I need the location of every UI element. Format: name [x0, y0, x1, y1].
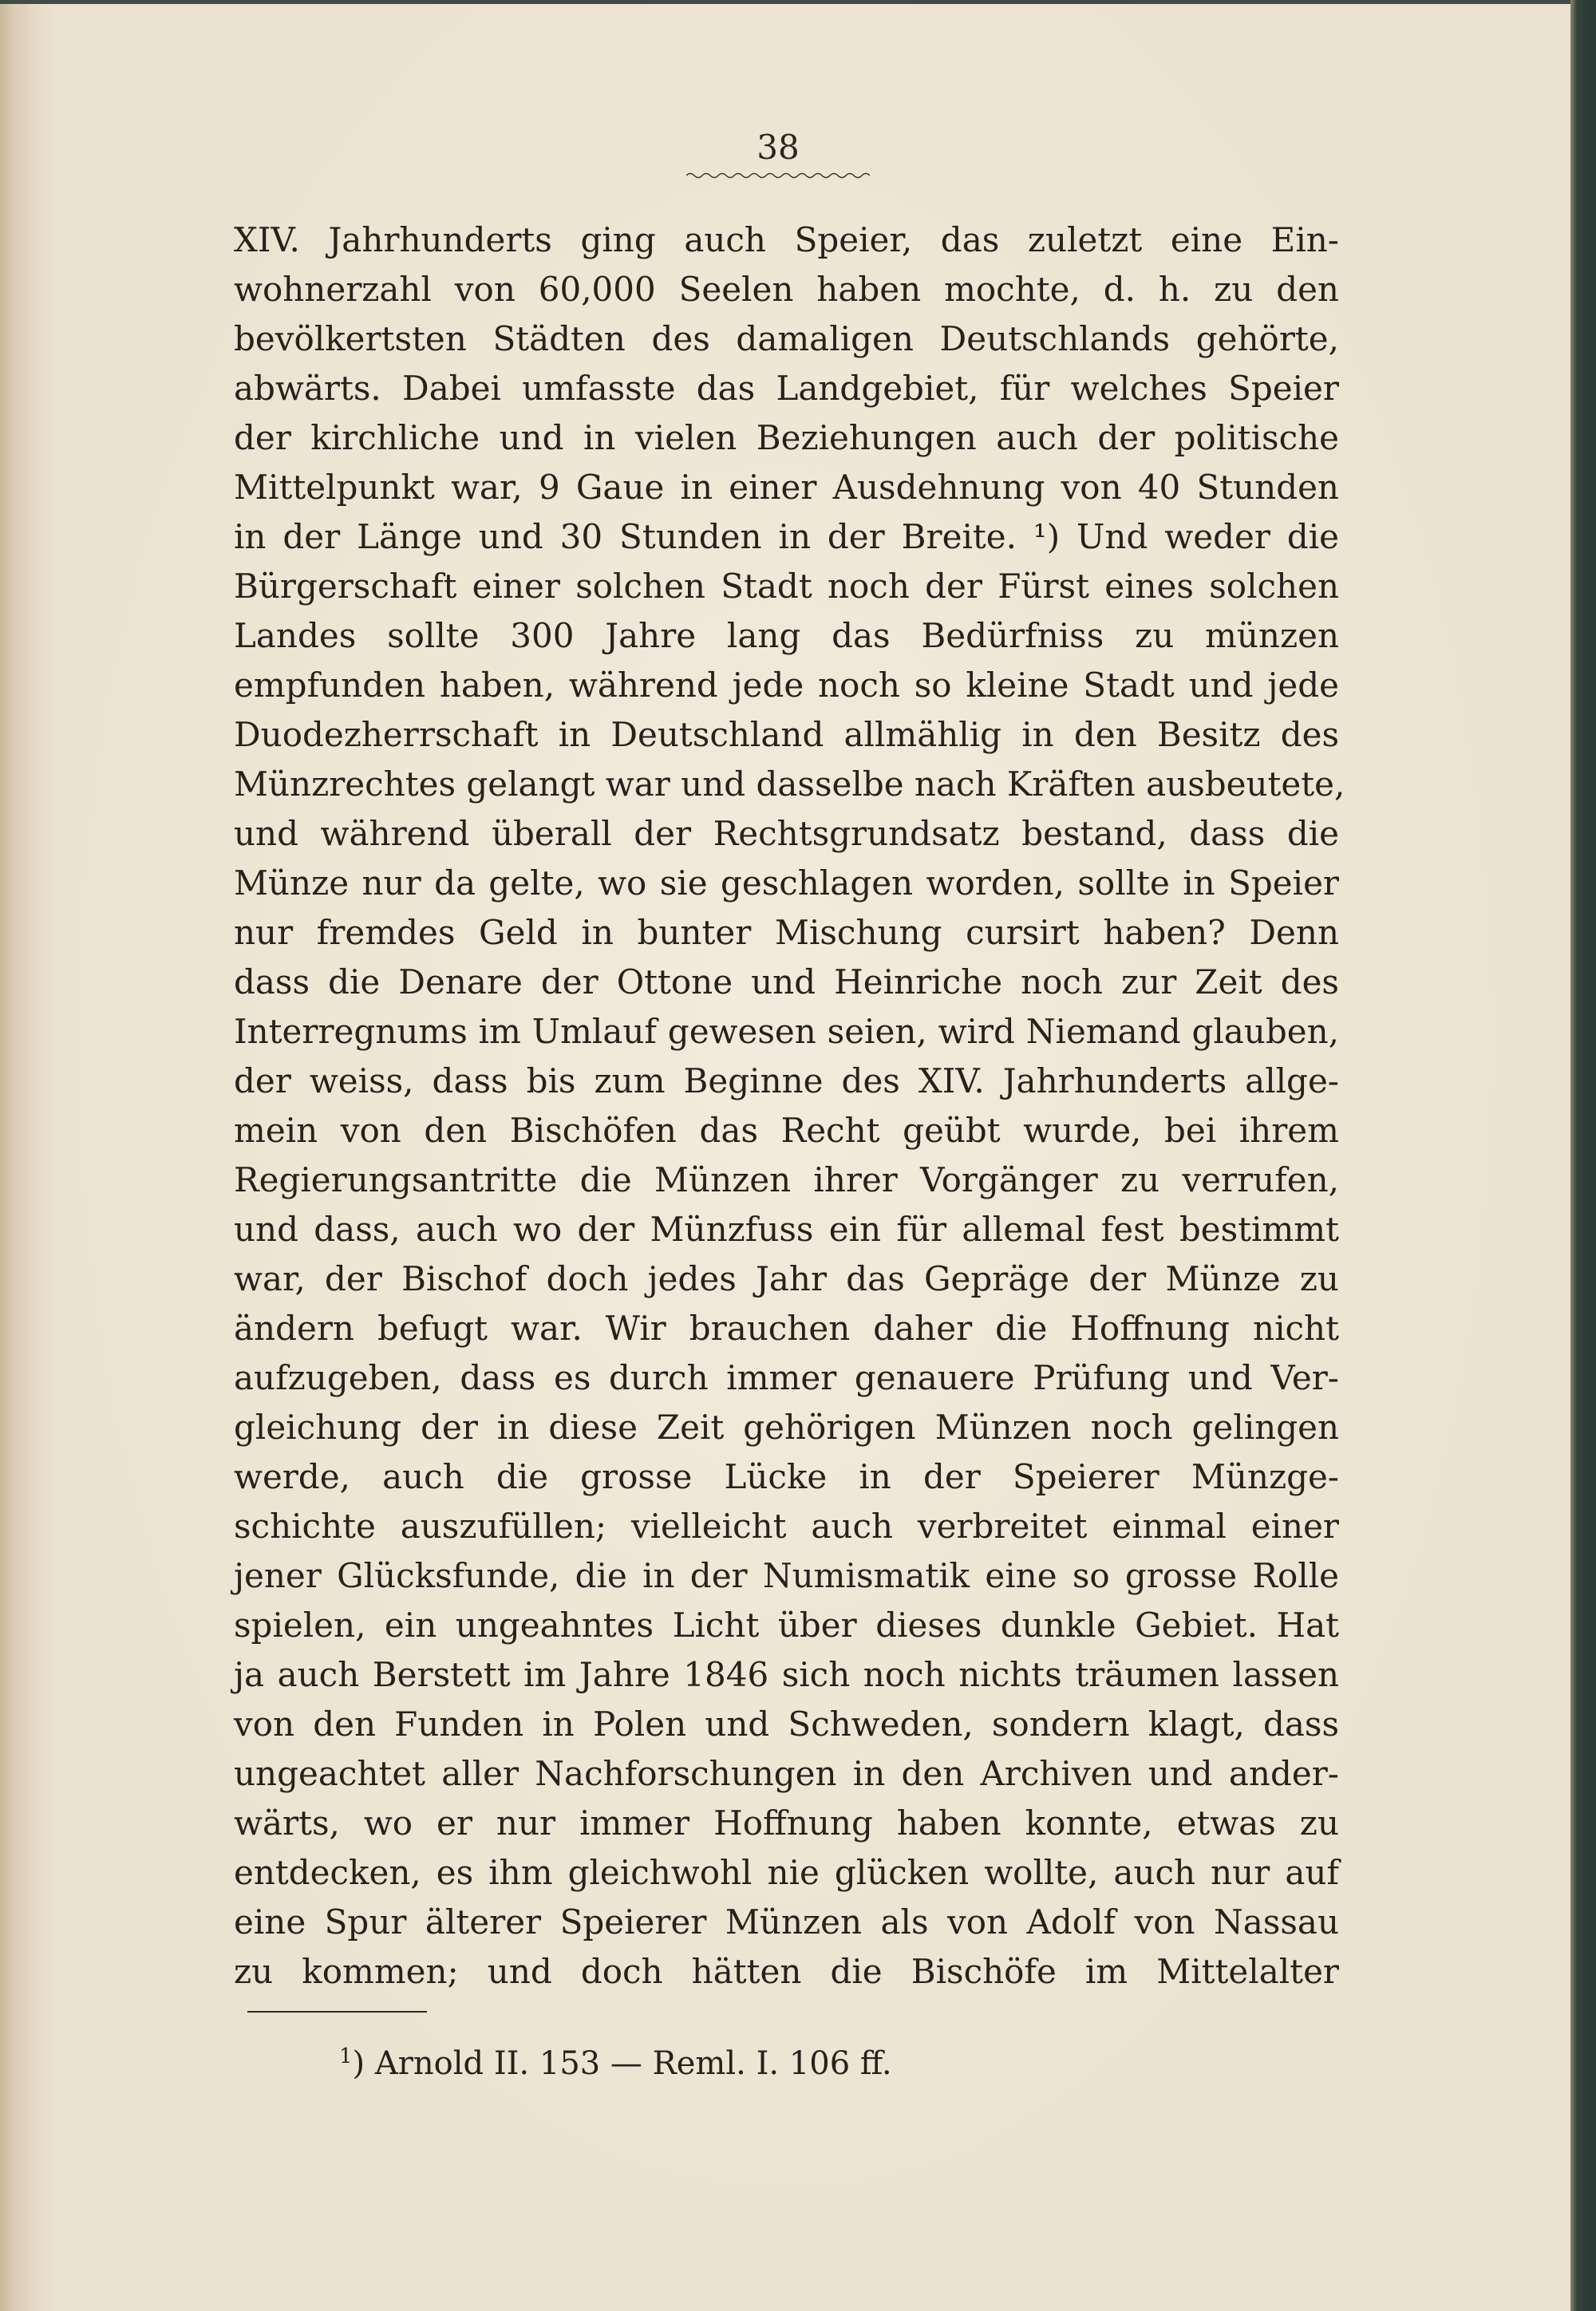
text-line: spielen, ein ungeahntes Licht über dieses dunkle Gebiet. Hat	[234, 1606, 1339, 1645]
text-line: dass die Denare der Ottone und Heinriche noch zur Zeit des	[234, 962, 1339, 1001]
text-line: eine Spur älterer Speierer Münzen als von Adolf von Nassau	[234, 1902, 1339, 1942]
footnote-marker: 1	[339, 2044, 353, 2068]
text-line: und dass, auch wo der Münzfuss ein für allemal fest bestimmt	[234, 1210, 1339, 1249]
text-line: XIV. Jahrhunderts ging auch Speier, das zuletzt eine Ein-	[234, 220, 1339, 259]
text-line: ändern befugt war. Wir brauchen daher die Hoffnung nicht	[234, 1309, 1339, 1348]
text-line: jener Glücksfunde, die in der Numismatik eine so grosse Rolle	[234, 1556, 1339, 1595]
text-line: zu kommen; und doch hätten die Bischöfe im Mittelalter	[234, 1952, 1339, 1991]
body-text	[234, 215, 1345, 1997]
text-line: gleichung der in diese Zeit gehörigen Münzen noch gelingen	[234, 1408, 1339, 1447]
text-line: in der Länge und 30 Stunden in der Breite. ¹) Und weder die	[234, 517, 1339, 556]
top-binding-edge	[0, 0, 1570, 4]
text-line: Münzrechtes gelangt war und dasselbe nach Kräften ausbeutete,	[234, 764, 1345, 804]
text-line: Bürgerschaft einer solchen Stadt noch der Fürst eines solchen	[234, 567, 1339, 606]
text-line: werde, auch die grosse Lücke in der Speierer Münzge-	[234, 1457, 1339, 1496]
text-line: Interregnums im Umlauf gewesen seien, wird Niemand glauben,	[234, 1012, 1339, 1051]
footnote-separator	[247, 2011, 427, 2013]
text-line: empfunden haben, während jede noch so kleine Stadt und jede	[234, 666, 1339, 705]
page-number: 38	[757, 128, 800, 167]
text-line: ja auch Berstett im Jahre 1846 sich noch nichts träumen lassen	[234, 1655, 1339, 1694]
text-line: bevölkertsten Städten des damaligen Deutschlands gehörte,	[234, 319, 1339, 358]
text-line: schichte auszufüllen; vielleicht auch verbreitet einmal einer	[234, 1507, 1339, 1546]
page-edge-shadow	[0, 0, 32, 2311]
text-line: abwärts. Dabei umfasste das Landgebiet, für welches Speier	[234, 369, 1339, 408]
text-line: Mittelpunkt war, 9 Gaue in einer Ausdehnung von 40 Stunden	[234, 468, 1339, 507]
wavy-ornament-rule	[686, 171, 870, 180]
book-binding-edge	[1570, 0, 1596, 2311]
text-line: Duodezherrschaft in Deutschland allmählig in den Besitz des	[234, 715, 1339, 754]
text-line: mein von den Bischöfen das Recht geübt wurde, bei ihrem	[234, 1111, 1339, 1150]
text-line: der weiss, dass bis zum Beginne des XIV. Jahrhunderts allge-	[234, 1061, 1339, 1100]
text-line: Regierungsantritte die Münzen ihrer Vorgänger zu verrufen,	[234, 1160, 1339, 1199]
text-line: Münze nur da gelte, wo sie geschlagen worden, sollte in Speier	[234, 863, 1339, 903]
text-line: aufzugeben, dass es durch immer genauere Prüfung und Ver-	[234, 1358, 1339, 1397]
text-line: von den Funden in Polen und Schweden, sondern klagt, dass	[234, 1705, 1339, 1744]
text-line: nur fremdes Geld in bunter Mischung cursirt haben? Denn	[234, 913, 1339, 952]
text-line: und während überall der Rechtsgrundsatz bestand, dass die	[234, 814, 1339, 853]
text-line: ungeachtet aller Nachforschungen in den Archiven und ander-	[234, 1754, 1339, 1793]
text-line: der kirchliche und in vielen Beziehungen auch der politische	[234, 418, 1339, 457]
text-line: war, der Bischof doch jedes Jahr das Gepräge der Münze zu	[234, 1259, 1339, 1298]
text-line: entdecken, es ihm gleichwohl nie glücken wollte, auch nur auf	[234, 1853, 1339, 1892]
text-line: wohnerzahl von 60,000 Seelen haben mochte, d. h. zu den	[234, 270, 1339, 309]
text-line: wärts, wo er nur immer Hoffnung haben konnte, etwas zu	[234, 1803, 1339, 1843]
footnote	[339, 2044, 892, 2082]
footnote-text: ) Arnold II. 153 — Reml. I. 106 ff.	[352, 2045, 892, 2082]
text-line: Landes sollte 300 Jahre lang das Bedürfniss zu münzen	[234, 616, 1339, 655]
